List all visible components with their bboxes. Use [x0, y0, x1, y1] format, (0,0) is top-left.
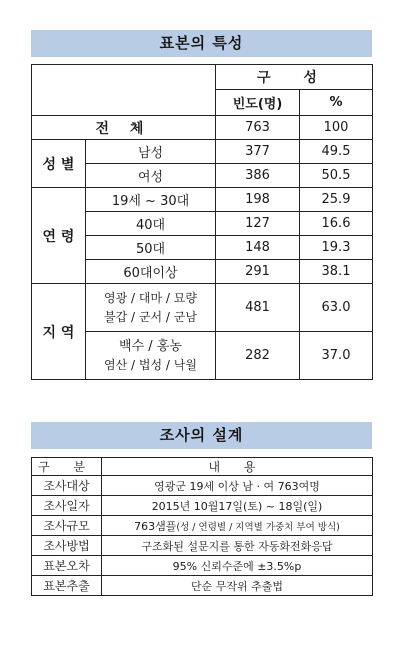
table-row	[32, 516, 373, 536]
region-line-1: 백수 / 홍농	[119, 338, 182, 354]
group-label-gender: 성 별	[32, 140, 86, 188]
row-count: 377	[216, 140, 300, 164]
row-count: 127	[216, 212, 300, 236]
row-percent: 16.6	[300, 212, 373, 236]
region-line-1: 영광 / 대마 / 묘량	[104, 290, 197, 305]
table-row	[32, 496, 373, 516]
sample-characteristics-title: 표본의 특성	[31, 30, 372, 57]
row-label: 조사대상	[32, 476, 102, 496]
table-row	[32, 188, 373, 212]
row-count: 198	[216, 188, 300, 212]
row-count: 148	[216, 236, 300, 260]
region-line-2: 불갑 / 군서 / 군남	[104, 309, 197, 324]
row-label: 40대	[86, 212, 216, 236]
row-value: 2015년 10월17일(토) ~ 18일(일)	[102, 496, 373, 516]
row-label: 19세 ~ 30대	[86, 188, 216, 212]
row-percent: 63.0	[300, 284, 373, 332]
table-row	[32, 536, 373, 556]
header-category: 구 분	[32, 458, 102, 476]
row-label	[86, 284, 216, 332]
sample-characteristics-table	[31, 64, 373, 380]
table-header-row	[32, 65, 373, 90]
row-label: 표본추출	[32, 576, 102, 596]
table-row	[32, 284, 373, 332]
row-percent: 25.9	[300, 188, 373, 212]
row-count: 386	[216, 164, 300, 188]
table-header-row	[32, 458, 373, 476]
row-label: 조사방법	[32, 536, 102, 556]
total-percent: 100	[300, 116, 373, 140]
row-percent: 49.5	[300, 140, 373, 164]
region-line-2: 염산 / 법성 / 낙월	[104, 357, 197, 372]
header-composition: 구 성	[216, 65, 373, 90]
row-percent: 19.3	[300, 236, 373, 260]
header-blank-cell	[32, 65, 216, 116]
row-count: 481	[216, 284, 300, 332]
row-label: 표본오차	[32, 556, 102, 576]
table-row	[32, 576, 373, 596]
row-value-main: 763샘플	[134, 519, 177, 533]
total-count: 763	[216, 116, 300, 140]
header-percent: %	[300, 90, 373, 116]
row-label: 여성	[86, 164, 216, 188]
table-row	[32, 556, 373, 576]
row-count: 282	[216, 332, 300, 380]
row-value: 95% 신뢰수준에 ±3.5%p	[102, 556, 373, 576]
table-row	[32, 116, 373, 140]
total-label: 전 체	[32, 116, 216, 140]
row-count: 291	[216, 260, 300, 284]
survey-design-table	[31, 457, 373, 596]
header-count: 빈도(명)	[216, 90, 300, 116]
group-label-region: 지 역	[32, 284, 86, 380]
table-row	[32, 476, 373, 496]
header-content: 내 용	[102, 458, 373, 476]
row-label: 50대	[86, 236, 216, 260]
row-value: 단순 무작위 추출법	[102, 576, 373, 596]
row-label: 남성	[86, 140, 216, 164]
survey-design-title: 조사의 설계	[31, 422, 372, 449]
row-label: 조사규모	[32, 516, 102, 536]
row-value	[102, 516, 373, 536]
row-percent: 38.1	[300, 260, 373, 284]
row-label: 조사일자	[32, 496, 102, 516]
row-percent: 37.0	[300, 332, 373, 380]
row-value: 영광군 19세 이상 남 · 여 763여명	[102, 476, 373, 496]
row-label	[86, 332, 216, 380]
row-label: 60대이상	[86, 260, 216, 284]
row-percent: 50.5	[300, 164, 373, 188]
row-value: 구조화된 설문지를 통한 자동화전화응답	[102, 536, 373, 556]
row-value-note: (성 / 연령별 / 지역별 가중치 부여 방식)	[176, 521, 340, 533]
group-label-age: 연 령	[32, 188, 86, 284]
table-row	[32, 140, 373, 164]
